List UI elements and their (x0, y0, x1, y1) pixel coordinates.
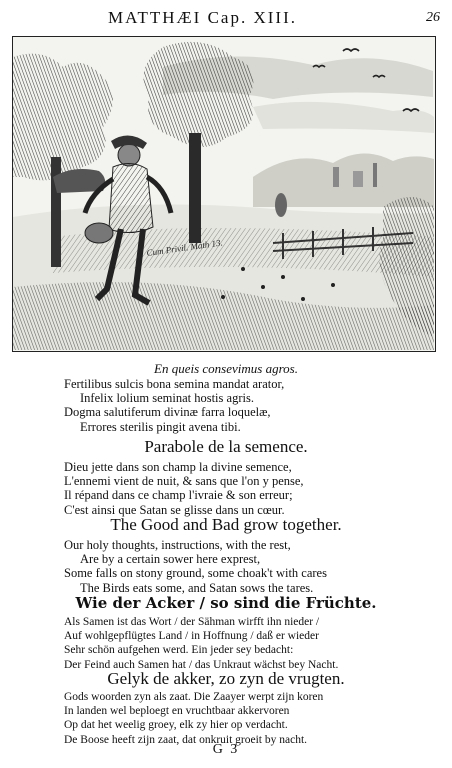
verse-line: Errores sterilis pingit avena tibi. (80, 419, 241, 434)
verse-line: C'est ainsi que Satan se glisse dans un cœur. (64, 502, 285, 517)
latin-verse (64, 377, 444, 434)
verse-line: L'ennemi vient de nuit, & sans que l'on y pense, (64, 474, 304, 489)
german-heading: Wie der Acker / so sind die Früchte. (75, 594, 377, 612)
engraving-illustration (12, 36, 436, 352)
verse-line: Der Feind auch Samen hat / das Unkraut wächst bey Nacht. (64, 658, 339, 671)
verse-line: Auf wohlgepflügtes Land / in Hoffnung / daß er wieder (64, 630, 319, 643)
english-heading: The Good and Bad grow together. (110, 515, 342, 534)
dutch-verse (64, 690, 444, 747)
signature-mark: G 3 (212, 742, 240, 757)
verse-line: Our holy thoughts, instructions, with the rest, (64, 538, 291, 552)
engraving-drawing (13, 37, 434, 350)
motto: En queis consevimus agros. (154, 361, 298, 376)
verse-line: In landen wel beploegt en vruchtbaar akkervoren (64, 705, 290, 718)
verse-line: Fertilibus sulcis bona semina mandat arator, (64, 377, 285, 391)
english-verse (64, 538, 444, 595)
verse-line: Sehr schön aufgehen werd. Ein jeder sey bedacht: (64, 644, 294, 657)
page-number: 26 (426, 10, 440, 25)
french-heading: Parabole de la semence. (144, 437, 308, 456)
verse-line: Some falls on stony ground, some choak't with cares (64, 566, 327, 581)
verse-line: Dogma salutiferum divinæ farra loquelæ, (64, 405, 271, 420)
verse-line: Are by a certain sower here exprest, (80, 552, 261, 567)
page-header (0, 6, 452, 30)
verse-line: Gods woorden zyn als zaat. Die Zaayer werpt zijn koren (64, 691, 324, 703)
verse-line: De Boose heeft zijn zaat, dat onkruit groeit by nacht. (64, 733, 308, 746)
verse-line: Il répand dans ce champ l'ivraie & son erreur; (64, 488, 293, 503)
french-verse (64, 460, 444, 517)
dutch-heading: Gelyk de akker, zo zyn de vrugten. (107, 669, 345, 688)
verse-line: The Birds eats some, and Satan sows the tares. (80, 580, 314, 595)
verse-line: Als Samen ist das Wort / der Sähman wirfft ihn nieder / (64, 616, 320, 628)
verse-line: Infelix lolium seminat hostis agris. (80, 391, 254, 406)
engraving-inscription: Cum Privil. Math 13. (145, 237, 224, 258)
german-verse (64, 615, 444, 672)
verse-line: Op dat het weelig groey, elk zy hier op verdacht. (64, 719, 288, 732)
running-head: MATTHÆI Cap. XIII. (108, 8, 297, 27)
verse-line: Dieu jette dans son champ la divine semence, (64, 460, 292, 474)
